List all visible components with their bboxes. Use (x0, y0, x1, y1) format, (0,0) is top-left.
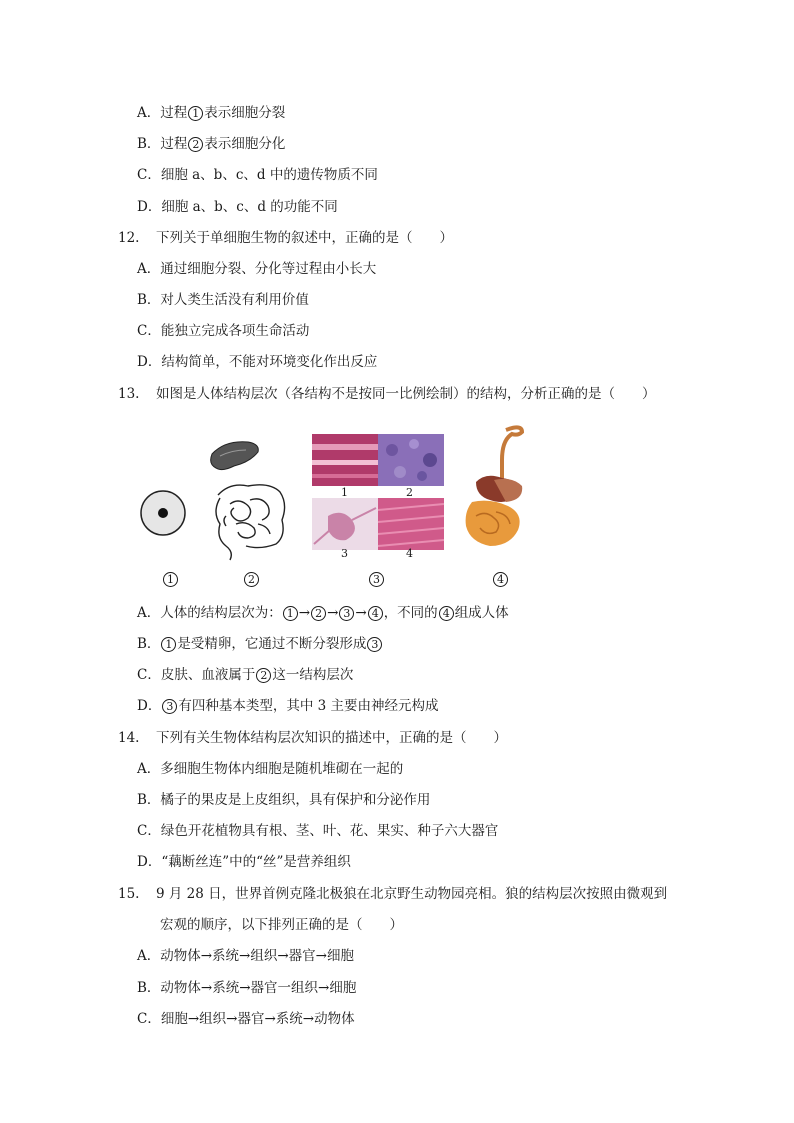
tissue-label-4: 4 (406, 547, 413, 560)
q12-option-b: B．对人类生活没有利用价值 (137, 292, 309, 308)
question-number: 14. (118, 730, 140, 746)
intestine-illustration (216, 485, 285, 560)
tissue-label-2: 2 (406, 486, 413, 499)
option-letter: A． (137, 605, 161, 621)
option-letter: D． (137, 698, 162, 714)
arrow: → (298, 605, 311, 621)
q14-option-d: D．“藕断丝连”中的“丝”是营养组织 (137, 854, 351, 870)
option-text: 有四种基本类型，其中 3 主要由神经元构成 (178, 698, 439, 714)
option-text: 表示细胞分裂 (204, 105, 286, 121)
q15-option-a: A．动物体→系统→组织→器官→细胞 (137, 948, 354, 964)
option-letter: C． (137, 167, 161, 183)
circled-number: 2 (256, 668, 271, 683)
option-text: 皮肤、血液属于 (160, 667, 256, 683)
tissue-label-1: 1 (341, 486, 348, 499)
question-stem: 下列关于单细胞生物的叙述中，正确的是（ ） (156, 230, 453, 246)
option-letter: B． (137, 636, 161, 652)
q13-option-b (137, 635, 383, 653)
q12-option-d: D．结构简单，不能对环境变化作出反应 (137, 354, 378, 370)
circled-number: 3 (369, 572, 384, 587)
tissue-images (312, 434, 444, 550)
arrow: → (327, 605, 339, 621)
circled-number: 1 (283, 606, 298, 621)
option-text: 过程 (160, 136, 188, 152)
q15-option-b: B．动物体→系统→器官一组织→细胞 (137, 980, 357, 996)
q13-option-a (137, 604, 509, 622)
option-text: 细胞 a、b、c、d 的功能不同 (161, 199, 338, 215)
option-text: 表示细胞分化 (204, 136, 286, 152)
circled-number: 4 (439, 606, 454, 621)
circled-number: 4 (368, 606, 383, 621)
circled-number: 2 (311, 606, 326, 621)
q14-option-b: B．橘子的果皮是上皮组织，具有保护和分泌作用 (137, 792, 431, 808)
option-text: 组成人体 (454, 605, 509, 621)
circled-number: 3 (162, 699, 177, 714)
option-text: ，不同的 (383, 605, 438, 621)
question-15-continued: 宏观的顺序，以下排列正确的是（ ） (160, 917, 403, 933)
figure-circle-label-2 (243, 570, 260, 588)
option-text: 过程 (160, 105, 188, 121)
circled-number: 3 (367, 637, 382, 652)
digestive-system-illustration (466, 427, 523, 546)
liver-illustration (211, 442, 259, 470)
question-stem: 下列有关生物体结构层次知识的描述中，正确的是（ ） (156, 730, 507, 746)
arrow: → (355, 605, 367, 621)
question-14 (118, 729, 507, 747)
circled-number: 2 (244, 572, 259, 587)
q11-option-b (137, 135, 285, 153)
option-text: 这一结构层次 (272, 667, 354, 683)
question-number: 15. (118, 886, 140, 902)
circled-number: 1 (161, 637, 176, 652)
question-stem: 9 月 28 日，世界首例克隆北极狼在北京野生动物园亮相。狼的结构层次按照由微观到 (156, 886, 668, 902)
q15-option-c: C．细胞→组织→器官→系统→动物体 (137, 1011, 355, 1027)
option-text: 细胞 a、b、c、d 中的遗传物质不同 (160, 167, 378, 183)
question-stem: 如图是人体结构层次（各结构不是按同一比例绘制）的结构，分析正确的是（ ） (156, 386, 656, 402)
q12-option-c: C．能独立完成各项生命活动 (137, 323, 310, 339)
circled-number: 4 (493, 572, 508, 587)
option-letter: C． (137, 667, 161, 683)
question-12 (118, 229, 453, 247)
option-text: 人体的结构层次为： (160, 605, 282, 621)
question-13 (118, 385, 656, 403)
circled-number: 3 (339, 606, 354, 621)
question-number: 13. (118, 386, 140, 402)
q11-option-d (137, 198, 338, 216)
option-text: 是受精卵，它通过不断分裂形成 (177, 636, 367, 652)
circled-number: 1 (188, 106, 203, 121)
cell-illustration (141, 491, 185, 535)
option-letter: A． (137, 105, 161, 121)
q14-option-a: A．多细胞生物体内细胞是随机堆砌在一起的 (137, 761, 404, 777)
figure-circle-label-1 (162, 570, 179, 588)
option-letter: B． (137, 136, 161, 152)
q11-option-a (137, 104, 285, 122)
q13-option-c (137, 666, 353, 684)
figure-circle-label-4 (492, 570, 509, 588)
q13-option-d (137, 697, 439, 715)
question-number: 12. (118, 230, 140, 246)
tissue-label-3: 3 (341, 547, 348, 560)
q12-option-a: A．通过细胞分裂、分化等过程由小长大 (137, 261, 377, 277)
option-letter: D． (137, 199, 162, 215)
question-15 (118, 885, 667, 903)
circled-number: 1 (163, 572, 178, 587)
circled-number: 2 (188, 137, 203, 152)
q14-option-c: C．绿色开花植物具有根、茎、叶、花、果实、种子六大器官 (137, 823, 499, 839)
body-structure-figure (130, 420, 530, 590)
figure-circle-label-3 (368, 570, 385, 588)
q11-option-c (137, 166, 378, 184)
